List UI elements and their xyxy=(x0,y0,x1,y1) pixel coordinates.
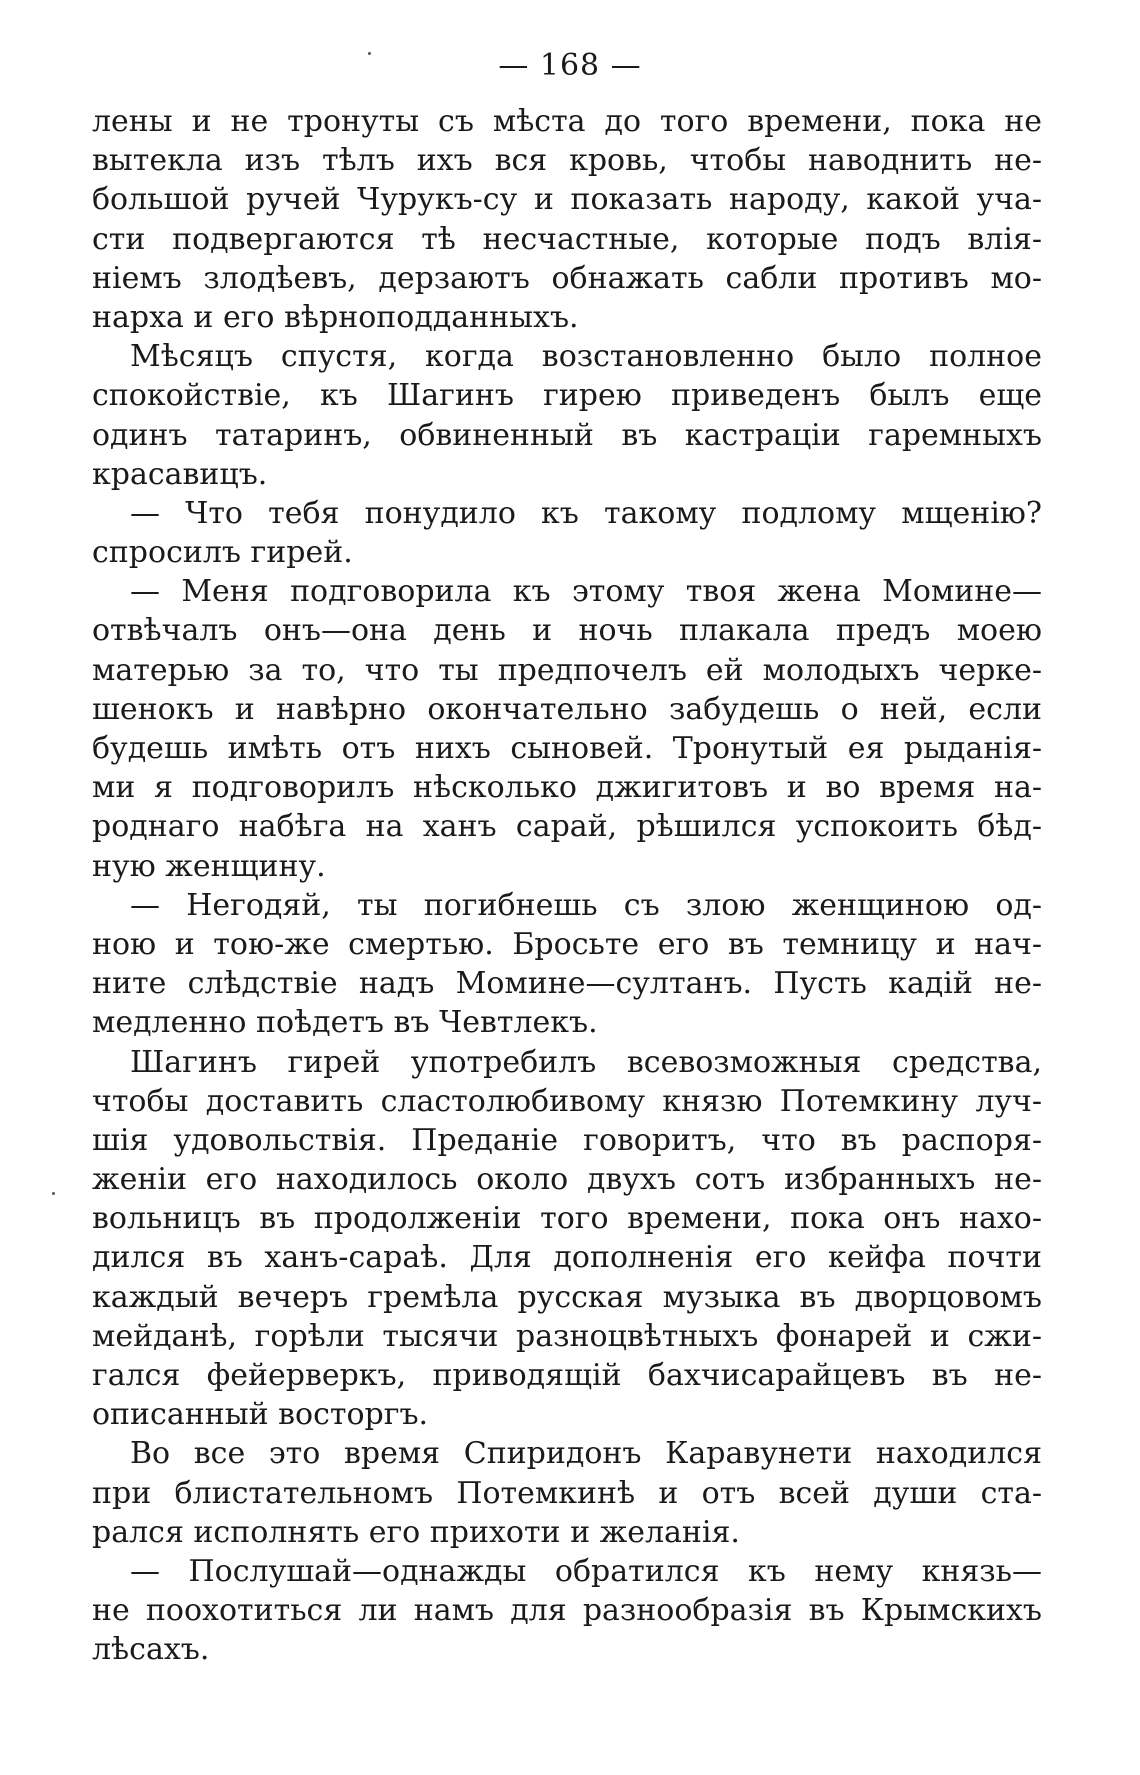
paragraph xyxy=(92,494,1042,572)
text-line: вытекла изъ тѣлъ ихъ вся кровь, чтобы наводнить не- xyxy=(92,143,1042,179)
text-line: ною и тою-же смертью. Бросьте его въ темницу и нач- xyxy=(92,926,1042,962)
text-line: одинъ татаринъ, обвиненный въ кастраціи гаремныхъ xyxy=(92,417,1042,453)
text-line: Шагинъ гирей употребилъ всевозможныя средства, xyxy=(130,1044,1042,1080)
text-line: — Что тебя понудило къ такому подлому мщенію? xyxy=(130,495,1042,531)
text-line: Во все это время Спиридонъ Каравунети находился xyxy=(130,1436,1042,1472)
text-line: будешь имѣть отъ нихъ сыновей. Тронутый ея рыданія- xyxy=(92,731,1042,766)
text-line: — Меня подговорила къ этому твоя жена Момине— xyxy=(130,574,1042,610)
text-line: ми я подговорилъ нѣсколько джигитовъ и во время на- xyxy=(92,770,1042,806)
body-text xyxy=(92,102,1042,1670)
text-line: лены и не тронуты съ мѣста до того времени, пока не xyxy=(92,104,1042,139)
text-line: описанный восторгъ. xyxy=(92,1397,429,1433)
text-line: красавицъ. xyxy=(92,456,268,492)
text-line: каждый вечеръ гремѣла русская музыка въ дворцовомъ xyxy=(92,1279,1042,1315)
text-line: — Послушай—однажды обратился къ нему князь— xyxy=(130,1553,1042,1589)
text-line: не поохотиться ли намъ для разнообразія въ Крымскихъ xyxy=(92,1593,1042,1629)
paragraph xyxy=(92,102,1042,337)
paragraph xyxy=(92,572,1042,886)
text-line: отвѣчалъ онъ—она день и ночь плакала предъ моею xyxy=(92,613,1042,649)
text-line: ните слѣдствіе надъ Момине—султанъ. Пусть кадій не- xyxy=(92,966,1042,1002)
print-speck xyxy=(52,1192,55,1195)
paragraph xyxy=(92,337,1042,494)
text-line: чтобы доставить сластолюбивому князю Потемкину луч- xyxy=(92,1083,1042,1119)
text-line: лѣсахъ. xyxy=(92,1632,210,1668)
print-speck xyxy=(368,52,371,55)
text-line: роднаго набѣга на ханъ сарай, рѣшился успокоить бѣд- xyxy=(92,809,1042,845)
paragraph xyxy=(92,886,1042,1043)
text-line: Мѣсяцъ спустя, когда возстановленно было полное xyxy=(130,339,1042,375)
text-line: рался исполнять его прихоти и желанія. xyxy=(92,1514,740,1550)
text-line: нарха и его вѣрноподданныхъ. xyxy=(92,299,579,335)
text-line: спросилъ гирей. xyxy=(92,535,353,571)
text-line: сти подвергаются тѣ несчастные, которые подъ влія- xyxy=(92,221,1042,257)
text-line: женіи его находилось около двухъ сотъ избранныхъ не- xyxy=(92,1162,1042,1198)
text-line: — Негодяй, ты погибнешь съ злою женщиною од- xyxy=(130,887,1042,923)
paragraph xyxy=(92,1043,1042,1435)
paragraph xyxy=(92,1434,1042,1552)
text-line: матерью за то, что ты предпочелъ ей молодыхъ черке- xyxy=(92,652,1042,688)
text-line: при блистательномъ Потемкинѣ и отъ всей души ста- xyxy=(92,1475,1042,1511)
text-line: ніемъ злодѣевъ, дерзаютъ обнажать сабли противъ мо- xyxy=(92,260,1042,296)
text-line: мейданѣ, горѣли тысячи разноцвѣтныхъ фонарей и сжи- xyxy=(92,1318,1042,1354)
text-line: спокойствіе, къ Шагинъ гирею приведенъ былъ еще xyxy=(92,378,1042,414)
text-line: медленно поѣдетъ въ Чевтлекъ. xyxy=(92,1005,598,1041)
paragraph xyxy=(92,1552,1042,1670)
text-line: гался фейерверкъ, приводящій бахчисарайцевъ въ не- xyxy=(92,1358,1042,1393)
page-number: — 168 — xyxy=(498,48,642,83)
text-line: шія удовольствія. Преданіе говоритъ, что въ распоря- xyxy=(92,1122,1042,1158)
text-line: шенокъ и навѣрно окончательно забудешь о ней, если xyxy=(92,691,1042,727)
text-line: большой ручей Чурукъ-су и показать народу, какой уча- xyxy=(92,182,1042,218)
text-line: дился въ ханъ-сараѣ. Для дополненія его кейфа почти xyxy=(92,1240,1042,1276)
text-line: вольницъ въ продолженіи того времени, пока онъ нахо- xyxy=(92,1201,1042,1237)
text-line: ную женщину. xyxy=(92,848,326,884)
